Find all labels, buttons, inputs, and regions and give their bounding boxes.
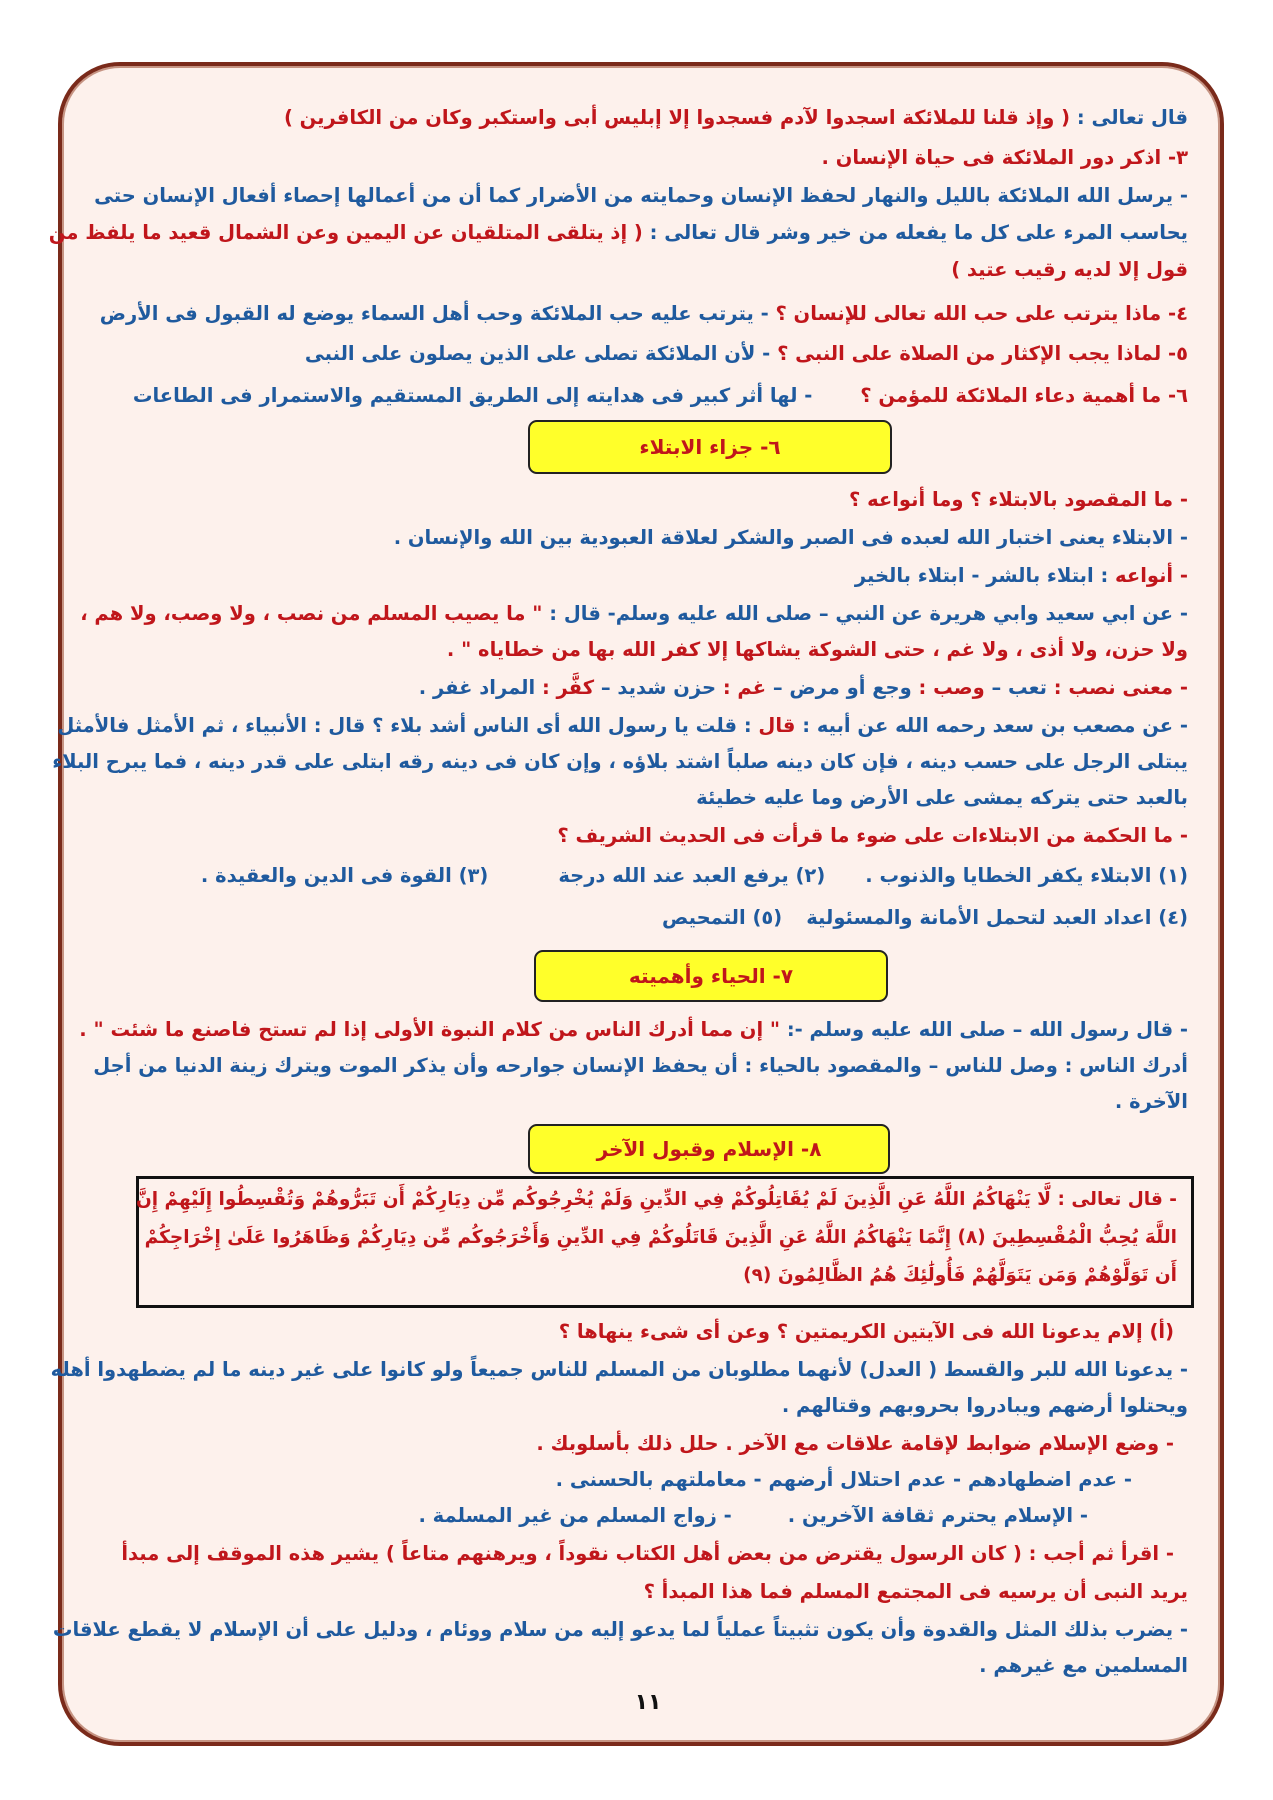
meaning-2-label: وصب : [911,676,985,699]
trial-types-text: : ابتلاء بالشر - ابتلاء بالخير [854,564,1109,587]
wisdom-1: (١) الابتلاء يكفر الخطايا والذنوب . [865,864,1188,887]
wisdom-row-1 [108,860,1188,892]
answer-b-item-2: - زواج المسلم من غير المسلمة . [418,1504,732,1527]
answer-3-verse: ( إذ يتلقى المتلقيان عن اليمين وعن الشمال قعيد ما يلفظ من [48,221,643,244]
answer-trial-meaning: - الابتلاء يعنى اختبار الله لعبده فى الصبر والشكر لعلاقة العبودية بين الله والإنسان . [393,526,1188,549]
question-4: ٤- ماذا يترتب على حب الله تعالى للإنسان ؟ [775,302,1188,325]
answer-3-line-2 [48,217,1188,249]
wisdom-2: (٢) يرفع العبد عند الله درجة [558,864,826,887]
question-c-text: ( كان الرسول يقترض من بعض أهل الكتاب نقوداً ، ويرهنهم متاعاً ) يشير هذه الموقف إلى مبدأ [121,1542,1022,1565]
quran-quote-line-2: اللَّهَ يُحِبُّ الْمُقْسِطِينَ (٨) إِنَّمَا يَنْهَاكُمُ اللَّهُ عَنِ الَّذِينَ قَاتَلُوكُمْ فِي الدِّينِ وَأَخْرَجُوكُم مِّن دِيَارِكُمْ وَظَاهَرُوا عَلَىٰ إِخْرَاجِكُمْ [144,1227,1177,1248]
hadith-2-line-2: يبتلى الرجل على حسب دينه ، فإن كان دينه صلباً اشتد بلاؤه ، وإن كان فى دينه رقه ابتلى على قدر دينه ، فما يبرح البلاء [52,750,1188,773]
trial-types [108,560,1188,592]
meaning-1: تعب [1008,676,1047,699]
trial-types-label: - أنواعه [1108,564,1188,587]
section-header-modesty: ٧- الحياء وأهميته [534,950,888,1002]
wisdom-5: (٥) التمحيص [662,906,783,929]
question-trial-meaning: - ما المقصود بالابتلاء ؟ وما أنواعه ؟ [849,488,1188,511]
answer-c-line-1: - يضرب بذلك المثل والقدوة وأن يكون تثبيتاً عملياً لما يدعو إليه من سلام ووئام ، ودليل على أن الإسلام لا يقطع علاقات [52,1618,1188,1641]
answer-a-line-1: - يدعونا الله للبر والقسط ( العدل) لأنهما مطلوبان من المسلم للناس جميعاً ولو كانوا على غير دينه ما لم يضطهدوا أهله [50,1358,1188,1381]
wisdom-4: (٤) اعداد العبد لتحمل الأمانة والمسئولية [806,906,1188,929]
answer-b-line-2 [108,1500,1088,1532]
verse-line [108,102,1188,134]
wisdom-row-2 [108,902,1188,934]
qa-6 [108,380,1188,412]
answer-6: - لها أثر كبير فى هدايته إلى الطريق المستقيم والاستمرار فى الطاعات [132,384,813,407]
quran-quote-box [136,1176,1194,1308]
page-number: ١١ [634,1690,662,1715]
hadith-2-text: : قلت يا رسول الله أى الناس أشد بلاء ؟ قال : الأنبياء ، ثم الأمثل فالأمثل [57,714,752,737]
question-c-line-1 [108,1538,1174,1570]
answer-b-item-1: - الإسلام يحترم ثقافة الآخرين . [787,1504,1088,1527]
quran-quote-line-1: - قال تعالى : لَّا يَنْهَاكُمُ اللَّهُ عَنِ الَّذِينَ لَمْ يُقَاتِلُوكُمْ فِي الدِّينِ وَلَمْ يُخْرِجُوكُم مِّن دِيَارِكُمْ أَن تَبَرُّوهُمْ وَتُقْسِطُوا إِلَيْهِمْ إِنَّ [135,1189,1177,1210]
answer-4: - يترتب عليه حب الملائكة وحب أهل السماء يوضع له القبول فى الأرض [99,302,776,325]
meaning-2: وجع أو مرض [789,676,912,699]
section-header-islam-other: ٨- الإسلام وقبول الآخر [528,1124,890,1174]
question-c-prefix: - اقرأ ثم أجب : [1021,1542,1174,1565]
qa-5 [108,338,1188,370]
question-5: ٥- لماذا يجب الإكثار من الصلاة على النبى ؟ [777,342,1188,365]
question-3: ٣- اذكر دور الملائكة فى حياة الإنسان . [821,146,1188,169]
modesty-meaning-line-1: أدرك الناس : وصل للناس – والمقصود بالحياء : أن يحفظ الإنسان جوارحه وأن يذكر الموت ويترك زينة الدنيا من أجل [93,1054,1188,1077]
section-header-trial: ٦- جزاء الابتلاء [528,420,892,474]
modesty-meaning-line-2: الآخرة . [1114,1090,1188,1113]
answer-3-plain: يحاسب المرء على كل ما يفعله من خير وشر قال تعالى : [642,221,1188,244]
question-6: ٦- ما أهمية دعاء الملائكة للمؤمن ؟ [860,384,1188,407]
question-a: (أ) إلام يدعونا الله فى الآيتين الكريمتين ؟ وعن أى شىء ينهاها ؟ [558,1320,1174,1343]
hadith-2-qal: قال [751,714,796,737]
meaning-4-label: كفَّر : [535,676,595,699]
answer-3-line-3: قول إلا لديه رقيب عتيد ) [951,258,1188,281]
answer-c-line-2: المسلمين مع غيرهم . [979,1654,1188,1677]
hadith-1-line-1 [80,598,1188,630]
hadith-2-line-3: بالعبد حتى يتركه يمشى على الأرض وما عليه خطيئة [696,786,1188,809]
hadith-1-line-2: ولا حزن، ولا أذى ، ولا غم ، حتى الشوكة يشاكها إلا كفر الله بها من خطاياه " . [446,638,1188,661]
verse-text: ( وإذ قلنا للملائكة اسجدوا لآدم فسجدوا إلا إبليس أبى واستكبر وكان من الكافرين ) [283,106,1071,129]
meanings-label: - معنى نصب : [1047,676,1188,699]
page-content [48,90,1188,1730]
quran-quote-line-3: أَن تَوَلَّوْهُمْ وَمَن يَتَوَلَّهُمْ فَأُولَٰئِكَ هُمُ الظَّالِمُونَ (٩) [743,1265,1177,1286]
question-wisdom: - ما الحكمة من الابتلاءات على ضوء ما قرأت فى الحديث الشريف ؟ [557,824,1188,847]
hadith-2-narrator: - عن مصعب بن سعد رحمه الله عن أبيه : [795,714,1188,737]
verse-prefix: قال تعالى : [1070,106,1188,129]
hadith-2-line-1 [57,710,1188,742]
answer-b-line-1: - عدم اضطهادهم - عدم احتلال أرضهم - معاملتهم بالحسنى . [555,1468,1132,1491]
answer-a-line-2: ويحتلوا أرضهم ويبادروا بحروبهم وقتالهم . [781,1394,1188,1417]
wisdom-3: (٣) القوة فى الدين والعقيدة . [200,864,489,887]
meaning-4: المراد غفر . [418,676,536,699]
answer-5: - لأن الملائكة تصلى على الذين يصلون على النبى [304,342,778,365]
hadith-1-narrator: - عن ابي سعيد وابي هريرة عن النبي – صلى الله عليه وسلم- قال : [542,602,1188,625]
modesty-hadith [79,1014,1188,1046]
hadith-1-text: " ما يصيب المسلم من نصب ، ولا وصب، ولا هم ، [80,602,543,625]
meaning-3-label: غم : [716,676,767,699]
modesty-hadith-text: " إن مما أدرك الناس من كلام النبوة الأولى إذا لم تستح فاصنع ما شئت " . [79,1018,781,1041]
question-b: - وضع الإسلام ضوابط لإقامة علاقات مع الآخر . حلل ذلك بأسلوبك . [536,1432,1174,1455]
question-c-line-2: يريد النبى أن يرسيه فى المجتمع المسلم فما هذا المبدأ ؟ [643,1580,1188,1603]
meaning-3: حزن شديد [617,676,717,699]
word-meanings: - معنى نصب : تعب – وصب : وجع أو مرض – غم : حزن شديد – كفَّر : المراد غفر . [418,676,1188,699]
qa-4 [99,298,1188,330]
answer-3-line-1: - يرسل الله الملائكة بالليل والنهار لحفظ الإنسان وحمايته من الأضرار كما أن من أعمالها إحصاء أفعال الإنسان حتى [94,184,1188,207]
modesty-hadith-narrator: - قال رسول الله – صلى الله عليه وسلم -: [780,1018,1188,1041]
